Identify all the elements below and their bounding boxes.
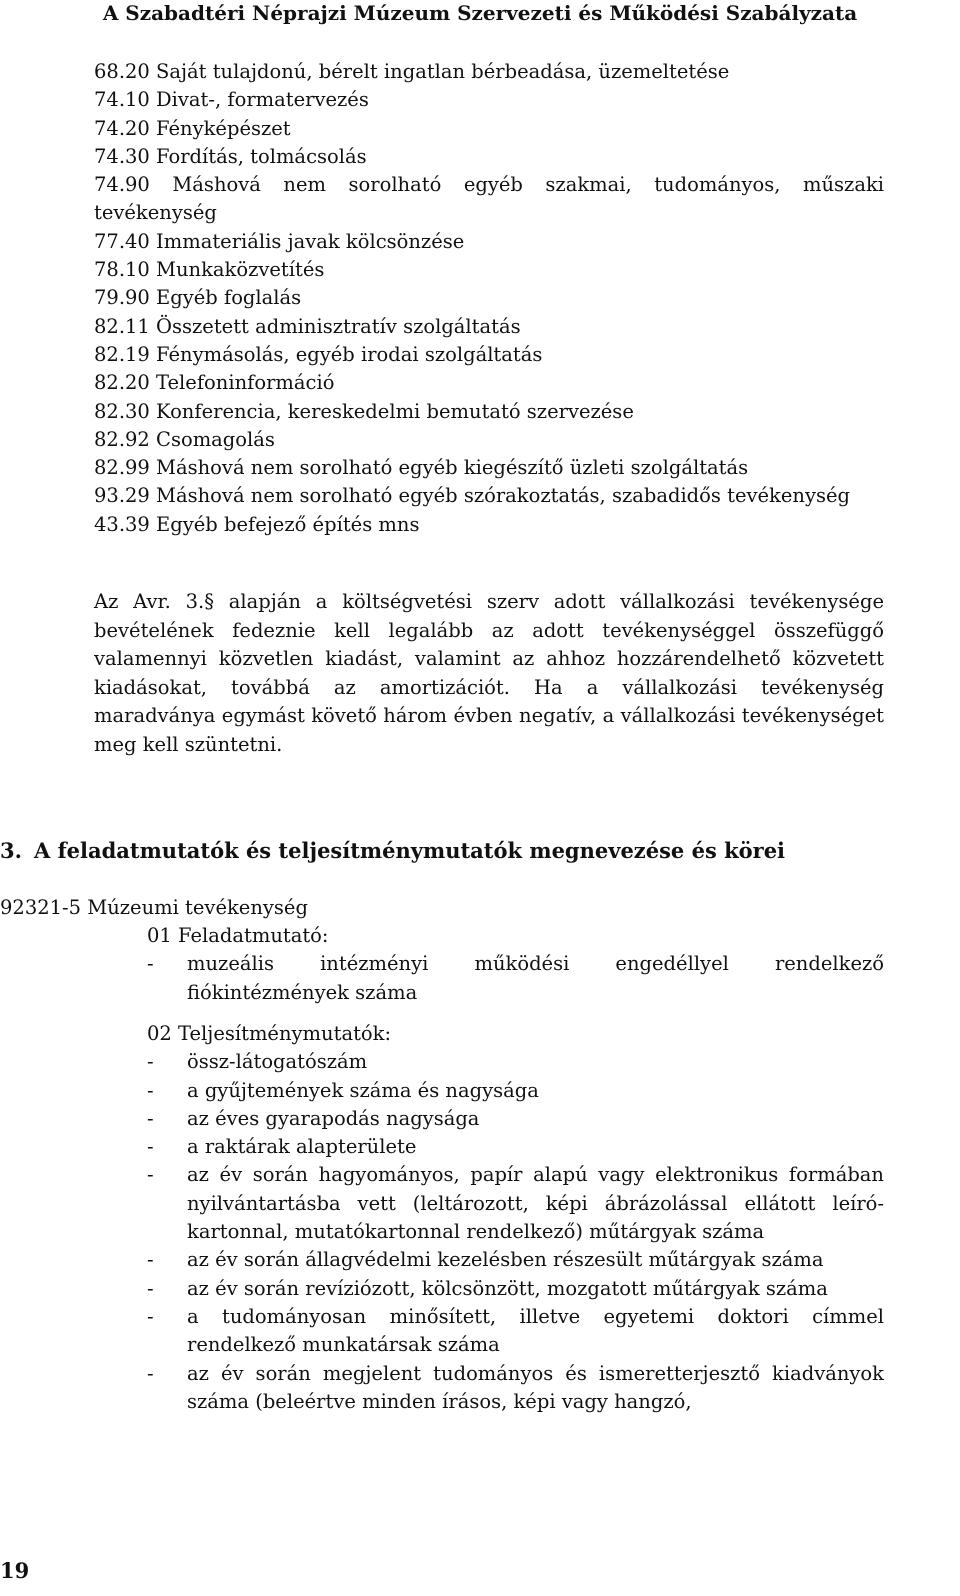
body-paragraph: Az Avr. 3.§ alapján a költségvetési szerv adott vállalkozási tevékenysége bevételének fedeznie kell legalább az adott tevékenységgel összefüggő valamennyi közvetlen kiadást, valamint az ahhoz hozzárendelhető közvetett kiadásokat, továbbá az amortizációt. Ha a vállalkozási tevékenység maradványa egymást követő három évben negatív, a vállalkozási tevékenységet meg kell szüntetni. xyxy=(94,590,884,756)
list-item-text: az éves gyarapodás nagysága xyxy=(187,1106,480,1130)
list-item-text: az év során megjelent tudományos és ismeretterjesztő kiadványok száma (beleértve minden írásos, képi vagy hangzó, xyxy=(187,1361,884,1413)
list-item-text: az év során állagvédelmi kezelésben részesült műtárgyak száma xyxy=(187,1248,824,1272)
list-item xyxy=(147,1105,884,1133)
page-header: A Szabadtéri Néprajzi Múzeum Szervezeti és Működési Szabályzata xyxy=(102,1,858,25)
bullet-dash: - xyxy=(147,1163,154,1187)
list-item: 82.11 Összetett adminisztratív szolgáltatás xyxy=(94,314,521,338)
list-item-text: az év során revíziózott, kölcsönzött, mozgatott műtárgyak száma xyxy=(187,1276,828,1300)
list-item: 79.90 Egyéb foglalás xyxy=(94,286,302,310)
activity-label: 92321-5 Múzeumi tevékenység xyxy=(0,896,308,919)
list-item: 82.20 Telefoninformáció xyxy=(94,371,335,395)
list-item: 43.39 Egyéb befejező építés mns xyxy=(94,512,420,536)
activity-code-list xyxy=(94,58,884,539)
list-item: 82.99 Máshová nem sorolható egyéb kiegészítő üzleti szolgáltatás xyxy=(94,456,749,480)
list-item xyxy=(147,1161,884,1246)
list-item xyxy=(147,1133,884,1161)
section-number: 3. xyxy=(0,838,22,863)
bullet-dash: - xyxy=(147,1304,154,1328)
bullet-dash: - xyxy=(147,1050,154,1074)
section-title: A feladatmutatók és teljesítménymutatók megnevezése és körei xyxy=(34,838,786,863)
bullet-dash: - xyxy=(147,1276,154,1300)
list-item-text: a gyűjtemények száma és nagysága xyxy=(187,1078,539,1102)
list-item xyxy=(147,1360,884,1417)
bullet-dash: - xyxy=(147,1361,154,1385)
list-item: 74.20 Fényképészet xyxy=(94,116,291,140)
list-item xyxy=(147,950,884,1007)
list-item: 93.29 Máshová nem sorolható egyéb szórakoztatás, szabadidős tevékenység xyxy=(94,484,850,508)
list-item-text: a raktárak alapterülete xyxy=(187,1135,417,1159)
task-indicator-heading: 01 Feladatmutató: xyxy=(147,924,329,947)
list-item: 82.19 Fénymásolás, egyéb irodai szolgáltatás xyxy=(94,342,543,366)
bullet-dash: - xyxy=(147,1078,154,1102)
list-item: 74.10 Divat-, formatervezés xyxy=(94,88,369,112)
bullet-dash: - xyxy=(147,952,154,976)
list-item-text: muzeális intézményi működési engedéllyel rendelkező fiókintézmények száma xyxy=(187,952,884,1004)
list-item: 78.10 Munkaközvetítés xyxy=(94,258,325,282)
list-item-text: össz-látogatószám xyxy=(187,1050,368,1074)
list-item xyxy=(147,1246,884,1274)
list-item-text: a tudományosan minősített, illetve egyetemi doktori címmel rendelkező munkatársak száma xyxy=(187,1304,884,1357)
list-item xyxy=(147,1275,884,1303)
list-item: 74.90 Máshová nem sorolható egyéb szakmai, tudományos, műszaki tevékenység xyxy=(94,173,884,225)
performance-indicator-block xyxy=(147,1020,884,1416)
page-number: 19 xyxy=(0,1558,30,1583)
list-item: 82.92 Csomagolás xyxy=(94,427,275,451)
task-indicator-block xyxy=(147,922,884,1007)
list-item xyxy=(147,1077,884,1105)
bullet-dash: - xyxy=(147,1248,154,1272)
bullet-dash: - xyxy=(147,1106,154,1130)
list-item: 68.20 Saját tulajdonú, bérelt ingatlan bérbeadása, üzemeltetése xyxy=(94,60,730,83)
list-item xyxy=(147,1303,884,1360)
list-item xyxy=(147,1048,884,1076)
section-heading xyxy=(0,836,960,866)
list-item: 82.30 Konferencia, kereskedelmi bemutató szervezése xyxy=(94,399,634,423)
list-item-text: az év során hagyományos, papír alapú vagy elektronikus formában nyilvántartásba vett (leltározott, képi ábrázolással ellátott leíró-kartonnal, mutatókartonnal rendelkező) műtárgyak száma xyxy=(187,1163,884,1244)
list-item: 74.30 Fordítás, tolmácsolás xyxy=(94,144,367,168)
bullet-dash: - xyxy=(147,1135,154,1159)
list-item: 77.40 Immateriális javak kölcsönzése xyxy=(94,229,465,253)
performance-indicator-heading: 02 Teljesítménymutatók: xyxy=(147,1022,392,1045)
